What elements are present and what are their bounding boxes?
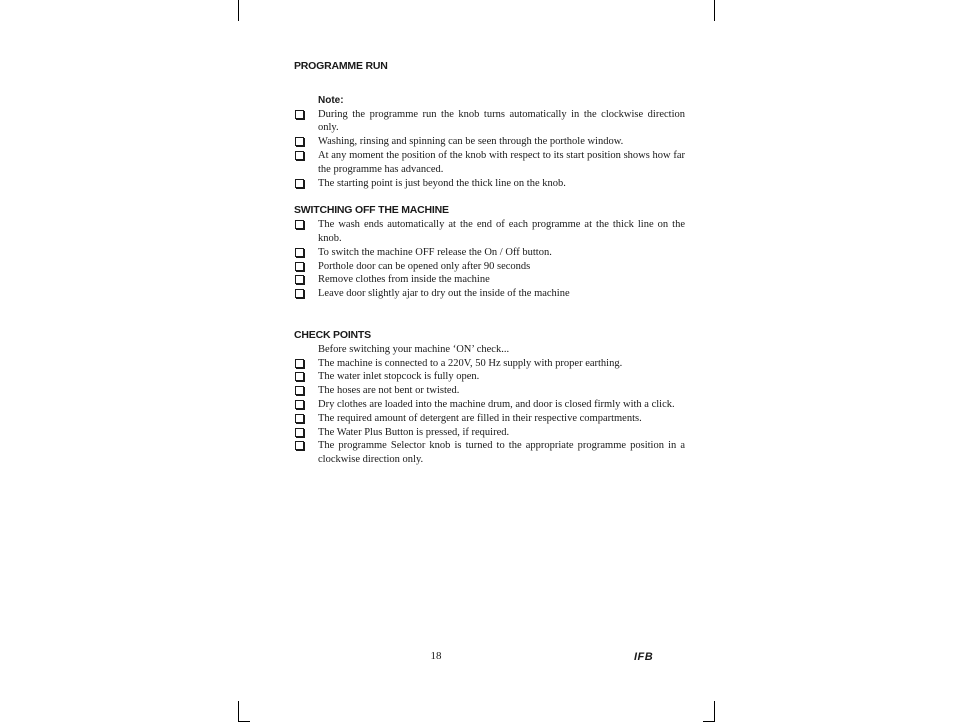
check-points-heading: CHECK POINTS	[294, 328, 371, 341]
list-item: The required amount of detergent are filled in their respective compartments.	[294, 412, 685, 426]
checkbox-bullet-icon	[295, 441, 304, 450]
checkbox-bullet-icon	[295, 386, 304, 395]
page-number: 18	[430, 650, 442, 662]
crop-mark-bottom-left-h	[238, 721, 250, 722]
checkbox-bullet-icon	[295, 400, 304, 409]
switching-off-heading: SWITCHING OFF THE MACHINE	[294, 204, 449, 217]
list-item: The water inlet stopcock is fully open.	[294, 370, 685, 384]
checkbox-bullet-icon	[295, 151, 304, 160]
list-item: The hoses are not bent or twisted.	[294, 384, 685, 398]
list-item: Remove clothes from inside the machine	[294, 273, 685, 287]
list-item: At any moment the position of the knob with respect to its start position shows how far the programme has advanced.	[294, 149, 685, 177]
programme-run-list	[294, 108, 685, 191]
list-item: The wash ends automatically at the end of each programme at the thick line on the knob.	[294, 218, 685, 246]
checkbox-bullet-icon	[295, 110, 304, 119]
programme-run-heading: PROGRAMME RUN	[294, 60, 388, 72]
crop-mark-bottom-right-v	[714, 701, 715, 722]
list-item: The programme Selector knob is turned to the appropriate programme position in a clockwise direction only.	[294, 439, 685, 467]
check-points-list	[294, 357, 685, 467]
checkbox-bullet-icon	[295, 179, 304, 188]
switching-off-section	[294, 204, 685, 301]
list-item: Leave door slightly ajar to dry out the inside of the machine	[294, 287, 685, 301]
switching-off-list	[294, 218, 685, 301]
list-item: Dry clothes are loaded into the machine drum, and door is closed firmly with a click.	[294, 398, 685, 412]
check-points-intro: Before switching your machine ‘ON’ check...	[318, 343, 510, 355]
list-item: During the programme run the knob turns automatically in the clockwise direction only.	[294, 108, 685, 136]
checkbox-bullet-icon	[295, 275, 304, 284]
checkbox-bullet-icon	[295, 428, 304, 437]
list-item: The machine is connected to a 220V, 50 Hz supply with proper earthing.	[294, 357, 685, 371]
crop-mark-bottom-left-v	[238, 701, 239, 722]
list-item: To switch the machine OFF release the On / Off button.	[294, 246, 685, 260]
brand-logo: IFB	[634, 651, 654, 663]
checkbox-bullet-icon	[295, 289, 304, 298]
list-item: The starting point is just beyond the thick line on the knob.	[294, 177, 685, 191]
crop-mark-top-left-v	[238, 0, 239, 21]
crop-mark-bottom-right-h	[703, 721, 715, 722]
list-item: Washing, rinsing and spinning can be seen through the porthole window.	[294, 135, 685, 149]
programme-run-section	[294, 60, 685, 190]
checkbox-bullet-icon	[295, 359, 304, 368]
checkbox-bullet-icon	[295, 262, 304, 271]
checkbox-bullet-icon	[295, 137, 304, 146]
checkbox-bullet-icon	[295, 248, 304, 257]
list-item: Porthole door can be opened only after 90 seconds	[294, 260, 685, 274]
crop-mark-top-right-v	[714, 0, 715, 21]
checkbox-bullet-icon	[295, 220, 304, 229]
check-points-section	[294, 329, 685, 467]
checkbox-bullet-icon	[295, 372, 304, 381]
page-body	[294, 60, 685, 467]
list-item: The Water Plus Button is pressed, if required.	[294, 426, 685, 440]
note-label: Note:	[318, 94, 344, 106]
checkbox-bullet-icon	[295, 414, 304, 423]
